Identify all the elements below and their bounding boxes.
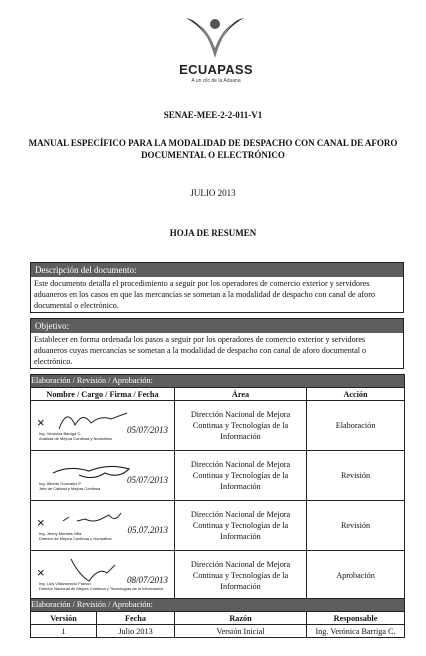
area-cell: Dirección Nacional de Mejora Continua y Tecnologías de la Información bbox=[175, 451, 307, 501]
version-cell: 1 bbox=[31, 625, 97, 638]
logo-tagline: A un clic de la Aduana bbox=[191, 78, 241, 84]
table-row bbox=[31, 451, 405, 501]
col-razon: Razón bbox=[175, 612, 307, 625]
signature-cell: × Ing. Verónica Barriga C. Analista de Mejora Continua y Normativa 05/07/2013 bbox=[31, 401, 175, 451]
description-label: Descripción del documento: bbox=[31, 263, 403, 277]
action-cell: Aprobación bbox=[307, 551, 405, 601]
col-area: Área bbox=[175, 388, 307, 401]
col-version: Versión bbox=[31, 612, 97, 625]
action-cell: Revisión bbox=[307, 451, 405, 501]
signer-name: Ing. Verónica Barriga C. bbox=[39, 431, 82, 436]
logo-text: ECUAPASS bbox=[179, 62, 253, 77]
signer-role: Analista de Mejora Continua y Normativa bbox=[39, 436, 112, 441]
col-responsable: Responsable bbox=[307, 612, 405, 625]
area-cell: Dirección Nacional de Mejora Continua y Tecnologías de la Información bbox=[175, 551, 307, 601]
col-fecha: Fecha bbox=[97, 612, 175, 625]
signature-cell bbox=[31, 451, 175, 501]
version-table bbox=[30, 598, 405, 638]
summary-title: HOJA DE RESUMEN bbox=[169, 228, 257, 238]
description-section bbox=[30, 262, 404, 313]
fecha-cell: Julio 2013 bbox=[97, 625, 175, 638]
signer-role: Jefe de Calidad y Mejora Continua bbox=[39, 486, 101, 491]
signature-date: 08/07/2013 bbox=[126, 575, 168, 585]
signer-name: Ing. Alberto Gonzalez P. bbox=[39, 481, 82, 486]
action-cell: Revisión bbox=[307, 501, 405, 551]
area-cell: Dirección Nacional de Mejora Continua y Tecnologías de la Información bbox=[175, 501, 307, 551]
table-row bbox=[31, 501, 405, 551]
col-nombre: Nombre / Cargo / Firma / Fecha bbox=[31, 388, 175, 401]
objective-section bbox=[30, 318, 404, 369]
document-title: MANUAL ESPECÍFICO PARA LA MODALIDAD DE DESPACHO CON CANAL DE AFORO DOCUMENTAL O ELECTRÓNICO bbox=[28, 138, 398, 160]
signature-date: 05.07.2013 bbox=[127, 525, 168, 535]
signer-role: Director de Mejora Continua y Normativa bbox=[39, 536, 112, 541]
responsable-cell: Ing. Verónica Barriga C. bbox=[307, 625, 405, 638]
version-label: Elaboración / Revisión / Aprobación: bbox=[31, 599, 405, 612]
signer-role: Director Nacional de Mejora Continua y Tecnologías de la Información bbox=[39, 586, 163, 591]
table-row bbox=[31, 625, 405, 638]
objective-text: Establecer en forma ordenada los pasos a seguir por los operadores de comercio exterior y servidores aduaneros cuyas mercancías se sometan a la modalidad de despacho con canal de aforo documental o electrónico. bbox=[34, 335, 367, 366]
signature-date: 05/07/2013 bbox=[126, 425, 168, 435]
signer-name: Ing. Jenny Morales Villa bbox=[39, 531, 82, 536]
table-row bbox=[31, 401, 405, 451]
razon-cell: Versión Inicial bbox=[175, 625, 307, 638]
signature-date: 05/07/2013 bbox=[126, 475, 168, 485]
signature-cell: × Ing. Jenny Morales Villa Director de Mejora Continua y Normativa 05.07.2013 bbox=[31, 501, 175, 551]
approval-table bbox=[30, 374, 405, 601]
table-row bbox=[31, 551, 405, 601]
action-cell: Elaboración bbox=[307, 401, 405, 451]
signer-name: Ing. Luis Villavicencio Franco bbox=[39, 581, 91, 586]
area-cell: Dirección Nacional de Mejora Continua y Tecnologías de la Información bbox=[175, 401, 307, 451]
document-date: JULIO 2013 bbox=[190, 188, 236, 198]
signature-cell: × Ing. Luis Villavicencio Franco Director Nacional de Mejora Continua y Tecnologías de la Información 08/07/2013 bbox=[31, 551, 175, 601]
document-code: SENAE-MEE-2-2-011-V1 bbox=[163, 110, 263, 120]
objective-label: Objetivo: bbox=[31, 319, 403, 333]
ecuapass-logo-icon bbox=[178, 14, 252, 64]
approval-label: Elaboración / Revisión / Aprobación: bbox=[31, 375, 405, 388]
description-text: Este documento detalla el procedimiento a seguir por los operadores de comercio exterior y servidores aduaneros en los casos en que las mercancías se sometan a la modalidad de despacho con canal de aforo documental o electrónico. bbox=[34, 279, 376, 310]
col-accion: Acción bbox=[307, 388, 405, 401]
